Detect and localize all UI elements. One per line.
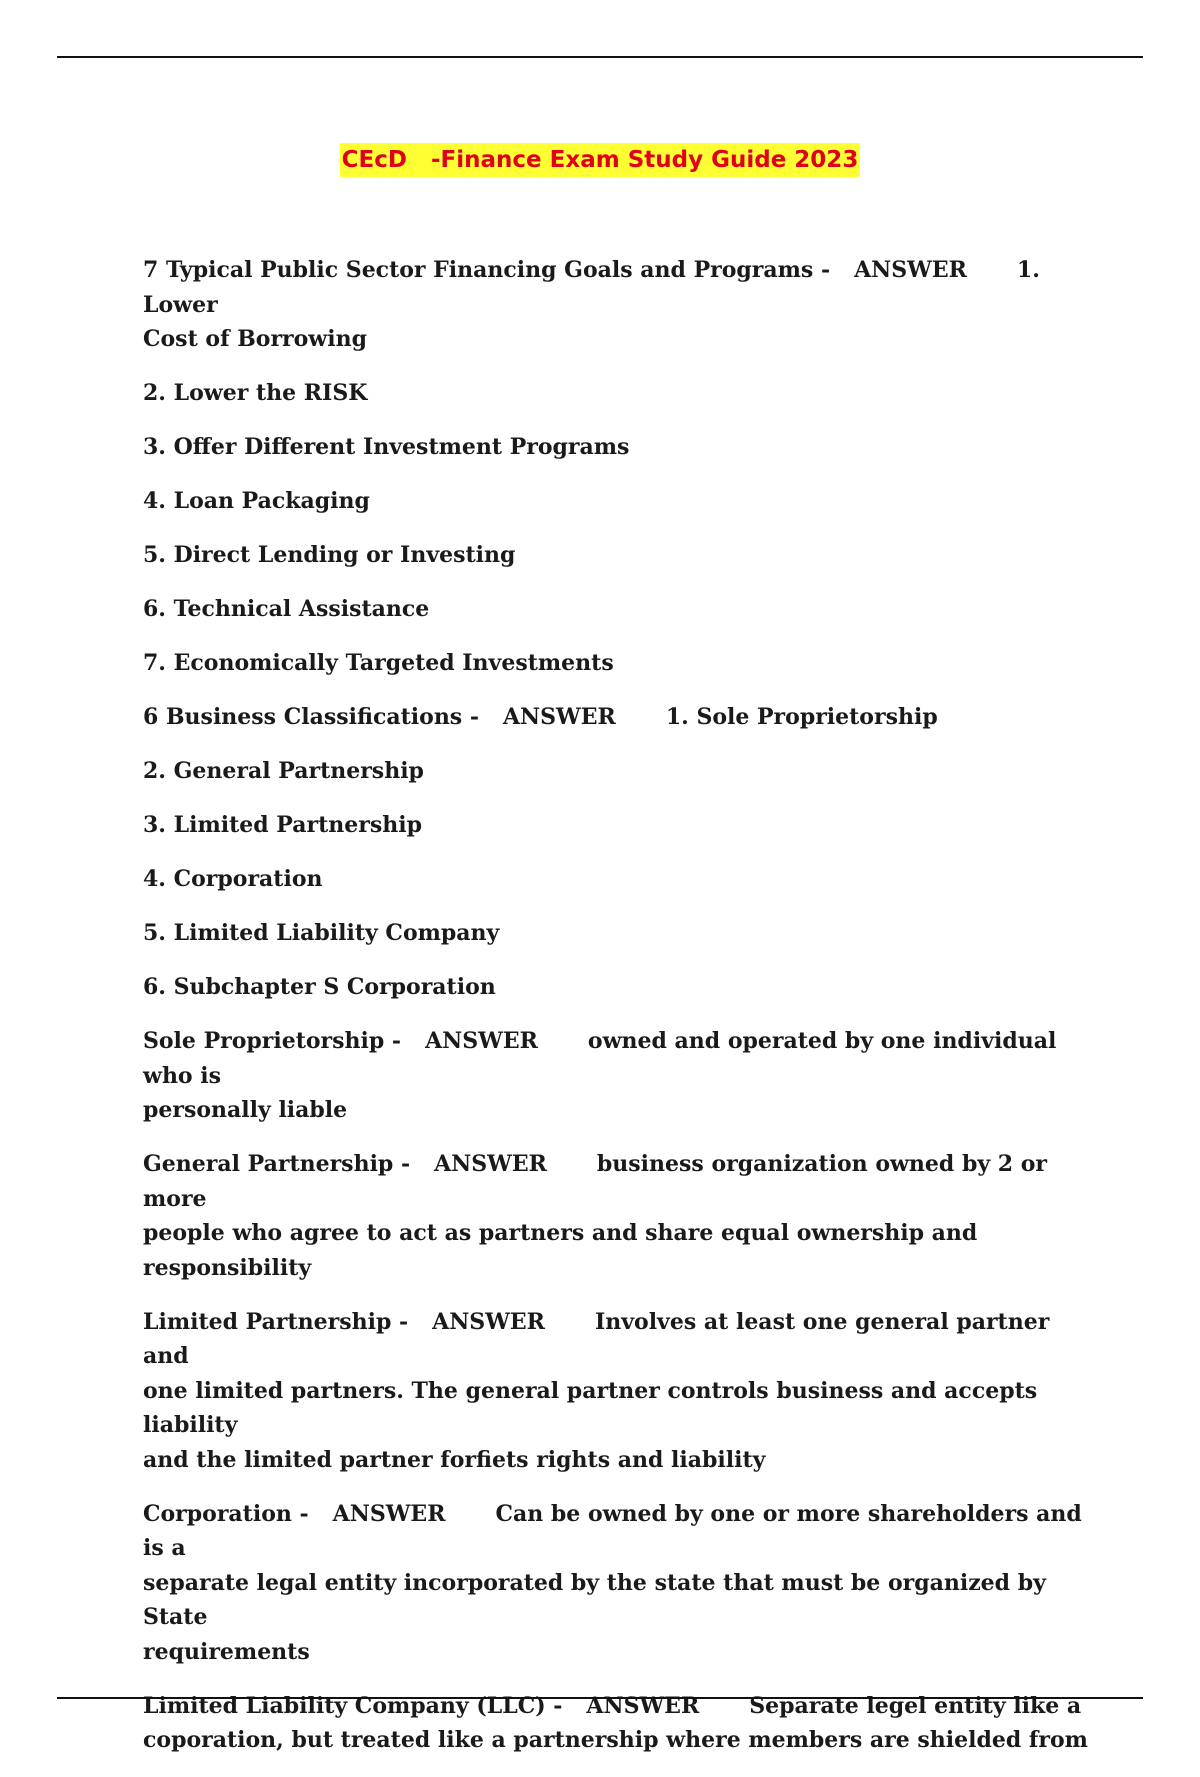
answer-text: owned and operated by one individual who is bbox=[143, 1028, 1057, 1089]
list-item: 2. Lower the RISK bbox=[143, 380, 368, 406]
entry-corporation bbox=[143, 1497, 1093, 1670]
answer-label: ANSWER bbox=[502, 704, 616, 730]
answer-text: Involves at least one general partner and bbox=[143, 1308, 1050, 1369]
list-item: 3. Offer Different Investment Programs bbox=[143, 434, 630, 460]
answer-text: business organization owned by 2 or more bbox=[143, 1151, 1048, 1212]
answer-text-continued: separate legal entity incorporated by the state that must be organized by State bbox=[143, 1569, 1046, 1630]
entry-sole-proprietorship bbox=[143, 1024, 1093, 1128]
list-item: 5. Direct Lending or Investing bbox=[143, 542, 516, 568]
question-text: Corporation - bbox=[143, 1500, 309, 1527]
list-item: 2. General Partnership bbox=[143, 758, 424, 784]
question-text: Limited Liability Company (LLC) - bbox=[143, 1692, 563, 1719]
answer-label: ANSWER bbox=[586, 1692, 700, 1719]
entry-public-sector-goals bbox=[143, 253, 1093, 357]
answer-text-continued: Cost of Borrowing bbox=[143, 326, 367, 352]
study-guide-content bbox=[143, 253, 1093, 1777]
top-rule bbox=[57, 56, 1143, 58]
answer-label: ANSWER bbox=[434, 1151, 547, 1177]
question-text: 6 Business Classifications - bbox=[143, 704, 479, 730]
answer-label: ANSWER bbox=[432, 1308, 545, 1335]
answer-text-continued: and the limited partner forfiets rights and liability bbox=[143, 1446, 766, 1473]
answer-label: ANSWER bbox=[425, 1028, 538, 1054]
answer-text: Can be owned by one or more shareholders and is a bbox=[143, 1500, 1082, 1561]
question-text: General Partnership - bbox=[143, 1151, 411, 1177]
title-container bbox=[0, 143, 1200, 177]
answer-label: ANSWER bbox=[332, 1500, 446, 1527]
answer-text-continued: coporation, but treated like a partnership where members are shielded from bbox=[143, 1727, 1088, 1753]
question-text: 7 Typical Public Sector Financing Goals and Programs - bbox=[143, 257, 831, 283]
list-item: 3. Limited Partnership bbox=[143, 812, 422, 838]
answer-text-continued: people who agree to act as partners and share equal ownership and responsibility bbox=[143, 1220, 978, 1281]
answer-text-continued: personally liable bbox=[143, 1097, 348, 1123]
list-item: 4. Corporation bbox=[143, 866, 323, 892]
question-text: Sole Proprietorship - bbox=[143, 1028, 402, 1054]
answer-text: 1. Sole Proprietorship bbox=[665, 704, 938, 730]
answer-label: ANSWER bbox=[854, 257, 967, 283]
answer-text: 1. Lower bbox=[143, 257, 1040, 318]
answer-text-continued: requirements bbox=[143, 1638, 310, 1665]
list-item: 6. Subchapter S Corporation bbox=[143, 974, 496, 1000]
entry-business-classifications bbox=[143, 700, 1093, 735]
answer-text: Separate legel entity like a bbox=[749, 1692, 1082, 1719]
bottom-rule bbox=[57, 1697, 1143, 1699]
list-item: 5. Limited Liability Company bbox=[143, 920, 500, 946]
document-title: CEcD -Finance Exam Study Guide 2023 bbox=[340, 143, 861, 177]
entry-limited-partnership bbox=[143, 1305, 1093, 1478]
question-text: Limited Partnership - bbox=[143, 1308, 409, 1335]
list-item: 4. Loan Packaging bbox=[143, 488, 370, 514]
list-item: 6. Technical Assistance bbox=[143, 596, 430, 622]
answer-text-continued: one limited partners. The general partner controls business and accepts liability bbox=[143, 1377, 1038, 1438]
entry-general-partnership bbox=[143, 1147, 1093, 1285]
list-item: 7. Economically Targeted Investments bbox=[143, 650, 614, 676]
